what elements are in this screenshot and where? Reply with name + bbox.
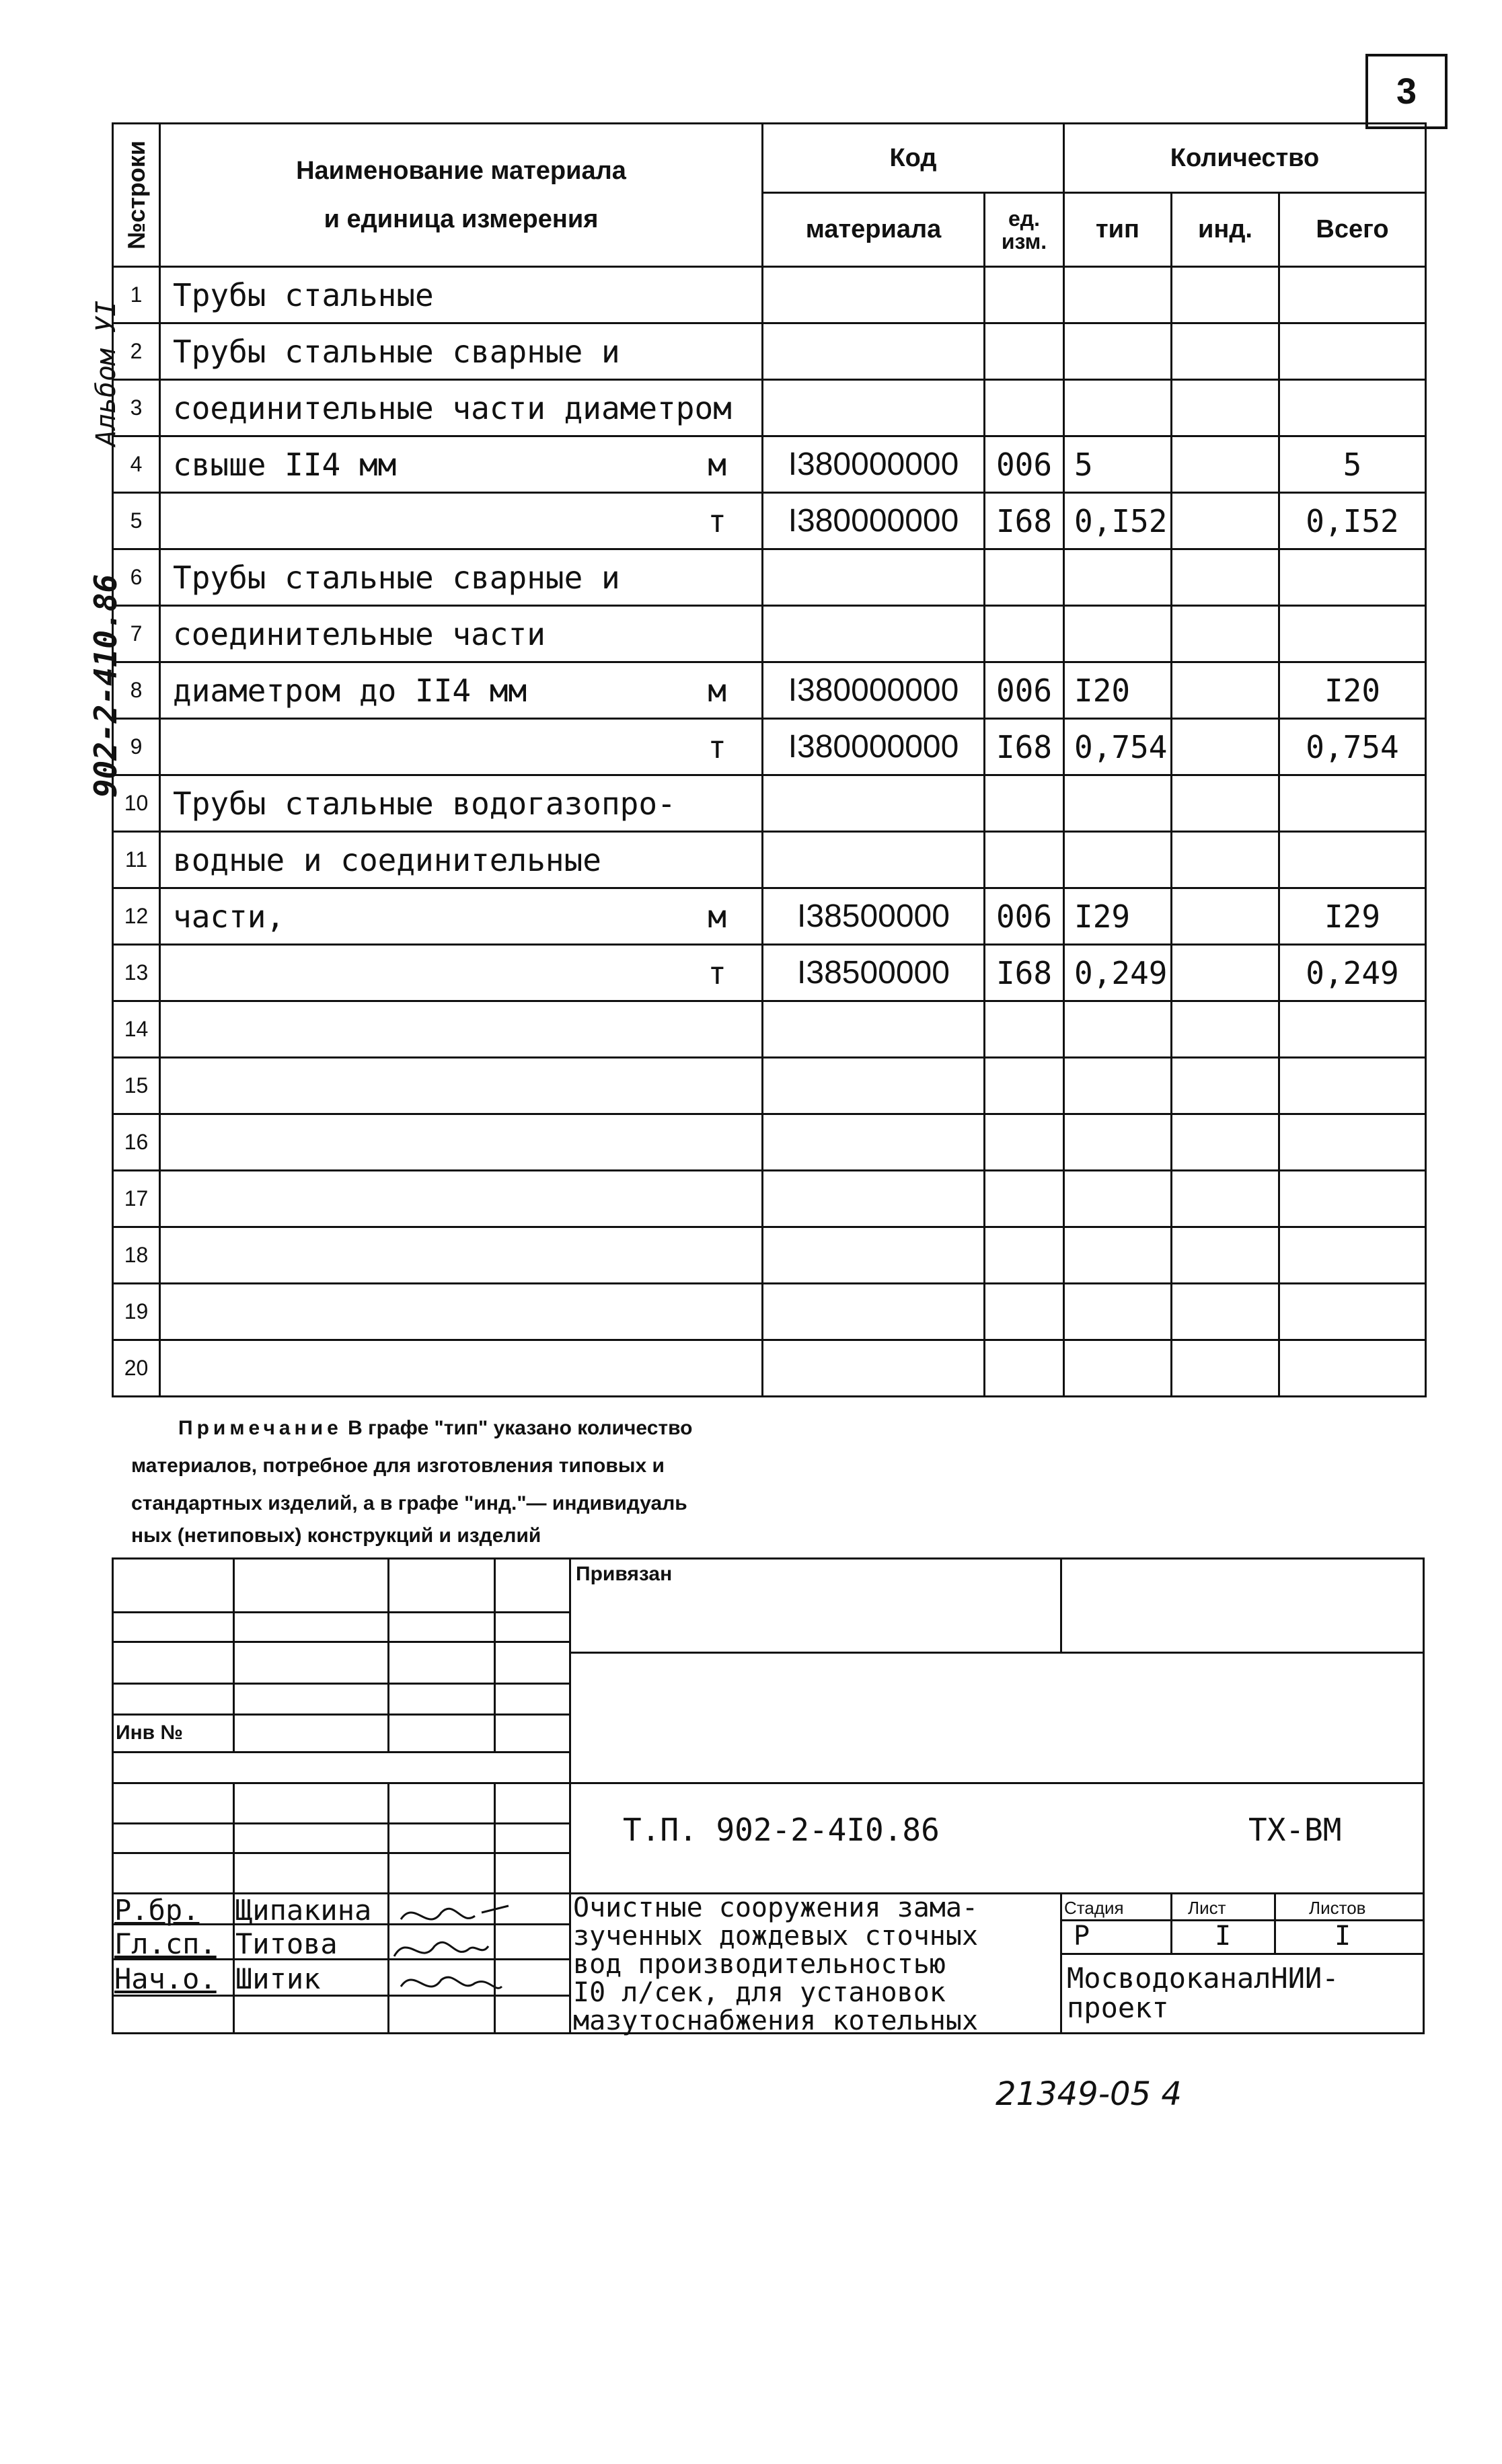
material-name [160, 719, 763, 775]
material-name [160, 1001, 763, 1058]
material-name [160, 1171, 763, 1227]
sheet-label: Лист [1188, 1898, 1226, 1918]
qty-ind [1172, 1058, 1279, 1114]
qty-total [1279, 1001, 1426, 1058]
table-row [113, 549, 1426, 606]
spec-table [112, 122, 1427, 1397]
sheets-label: Листов [1309, 1898, 1366, 1918]
material-name [160, 1114, 763, 1171]
qty-ind [1172, 662, 1279, 719]
header-ind: инд. [1172, 193, 1279, 267]
qty-total: 0,754 [1279, 719, 1426, 775]
header-name: Наименование материала и единица измерения [160, 124, 763, 267]
qty-total [1279, 1171, 1426, 1227]
qty-total [1279, 832, 1426, 888]
table-row [113, 1114, 1426, 1171]
qty-type [1064, 1284, 1172, 1340]
note [131, 1410, 871, 1549]
unit-letter: м [708, 446, 726, 483]
unit-letter: т [708, 954, 726, 991]
header-quantity: Количество [1064, 124, 1426, 193]
table-row [113, 719, 1426, 775]
table-row [113, 945, 1426, 1001]
qty-type [1064, 1340, 1172, 1397]
material-code [763, 1171, 985, 1227]
material-name-text: соединительные части диаметром [173, 389, 732, 426]
qty-ind [1172, 323, 1279, 380]
material-code [763, 549, 985, 606]
qty-type: 0,754 [1064, 719, 1172, 775]
qty-ind [1172, 267, 1279, 323]
qty-type: I20 [1064, 662, 1172, 719]
qty-total [1279, 1340, 1426, 1397]
material-name [160, 1058, 763, 1114]
unit-code: I68 [985, 945, 1064, 1001]
table-row [113, 436, 1426, 493]
qty-total [1279, 1114, 1426, 1171]
row-number: 6 [113, 549, 160, 606]
unit-code [985, 1340, 1064, 1397]
sheet-value: I [1215, 1921, 1232, 1952]
qty-total [1279, 1284, 1426, 1340]
unit-letter: м [708, 898, 726, 935]
table-row [113, 1058, 1426, 1114]
unit-code: I68 [985, 719, 1064, 775]
row-number: 19 [113, 1284, 160, 1340]
material-code [763, 775, 985, 832]
material-name [160, 549, 763, 606]
table-row [113, 267, 1426, 323]
material-code: I380000000 [763, 662, 985, 719]
qty-total: I29 [1279, 888, 1426, 945]
qty-ind [1172, 775, 1279, 832]
material-name-text: водные и соединительные [173, 841, 601, 878]
material-name [160, 1284, 763, 1340]
row-number: 14 [113, 1001, 160, 1058]
qty-type: I29 [1064, 888, 1172, 945]
note-line-4: ных (нетиповых) конструкций и изделий [131, 1525, 541, 1547]
material-name [160, 323, 763, 380]
row-number: 4 [113, 436, 160, 493]
header-type: тип [1064, 193, 1172, 267]
material-name-text: свыше II4 мм [173, 446, 397, 483]
row-number: 2 [113, 323, 160, 380]
album-label: Альбом УІ [91, 300, 122, 447]
qty-total [1279, 267, 1426, 323]
unit-code [985, 267, 1064, 323]
qty-type [1064, 1114, 1172, 1171]
table-row [113, 606, 1426, 662]
material-name [160, 1340, 763, 1397]
table-row [113, 1340, 1426, 1397]
row-number: 16 [113, 1114, 160, 1171]
page-number: 3 [1396, 71, 1417, 112]
qty-type [1064, 549, 1172, 606]
doc-number: Т.П. 902-2-4I0.86 [623, 1812, 940, 1848]
qty-total [1279, 1058, 1426, 1114]
qty-ind [1172, 380, 1279, 436]
row-number: 12 [113, 888, 160, 945]
qty-type: 0,I52 [1064, 493, 1172, 549]
material-name [160, 888, 763, 945]
role-2: Гл.сп. [114, 1927, 217, 1960]
material-name [160, 606, 763, 662]
qty-type: 5 [1064, 436, 1172, 493]
row-number: 18 [113, 1227, 160, 1284]
qty-ind [1172, 1001, 1279, 1058]
row-number: 1 [113, 267, 160, 323]
stage-label: Стадия [1064, 1898, 1124, 1918]
table-row [113, 1227, 1426, 1284]
qty-ind [1172, 1227, 1279, 1284]
unit-letter: м [708, 672, 726, 709]
material-code [763, 323, 985, 380]
role-2-name: Титова [235, 1927, 338, 1960]
qty-type [1064, 323, 1172, 380]
role-1-name: Щипакина [235, 1894, 372, 1927]
table-row [113, 1284, 1426, 1340]
unit-code: 006 [985, 888, 1064, 945]
row-number: 20 [113, 1340, 160, 1397]
unit-code [985, 1058, 1064, 1114]
role-3-name: Шитик [235, 1962, 321, 1995]
table-row [113, 323, 1426, 380]
unit-code: 006 [985, 436, 1064, 493]
title-block [112, 1557, 1425, 2464]
qty-total [1279, 323, 1426, 380]
qty-ind [1172, 1114, 1279, 1171]
material-name-text: Трубы стальные водогазопро- [173, 785, 676, 822]
table-row [113, 1001, 1426, 1058]
material-name-text: Трубы стальные сварные и [173, 559, 620, 596]
unit-code [985, 380, 1064, 436]
header-row-no: №строки [113, 124, 160, 267]
material-code: I38500000 [763, 945, 985, 1001]
qty-ind [1172, 549, 1279, 606]
qty-ind [1172, 888, 1279, 945]
unit-code [985, 1284, 1064, 1340]
material-name-text: Трубы стальные сварные и [173, 333, 620, 370]
header-code: Код [763, 124, 1064, 193]
signatures [387, 1892, 589, 2000]
qty-ind [1172, 606, 1279, 662]
qty-total [1279, 606, 1426, 662]
table-row [113, 775, 1426, 832]
row-number: 10 [113, 775, 160, 832]
material-code [763, 1058, 985, 1114]
row-number: 5 [113, 493, 160, 549]
material-code [763, 1114, 985, 1171]
material-name-text: диаметром до II4 мм [173, 672, 527, 709]
qty-total: 0,I52 [1279, 493, 1426, 549]
material-code [763, 606, 985, 662]
row-number: 9 [113, 719, 160, 775]
note-line-1: В графе "тип" указано количество [348, 1417, 693, 1439]
inv-number-label: Инв № [116, 1722, 183, 1744]
material-code [763, 380, 985, 436]
unit-code: 006 [985, 662, 1064, 719]
material-name [160, 832, 763, 888]
qty-ind [1172, 493, 1279, 549]
qty-type [1064, 775, 1172, 832]
header-unit: ед. изм. [985, 193, 1064, 267]
material-name [160, 1227, 763, 1284]
material-code [763, 267, 985, 323]
material-code: I380000000 [763, 436, 985, 493]
unit-letter: т [708, 728, 726, 765]
material-code: I38500000 [763, 888, 985, 945]
table-row [113, 832, 1426, 888]
table-row [113, 1171, 1426, 1227]
organization: МосводоканалНИИ- проект [1067, 1962, 1339, 2024]
side-doc-code: 902-2-410.86 [87, 574, 124, 798]
qty-type [1064, 606, 1172, 662]
qty-total: 5 [1279, 436, 1426, 493]
qty-total [1279, 380, 1426, 436]
header-total: Всего [1279, 193, 1426, 267]
unit-code [985, 323, 1064, 380]
material-code: I380000000 [763, 493, 985, 549]
row-number: 8 [113, 662, 160, 719]
qty-type [1064, 1058, 1172, 1114]
qty-total [1279, 1227, 1426, 1284]
unit-code [985, 606, 1064, 662]
role-1: Р.бр. [114, 1894, 200, 1927]
material-code [763, 1001, 985, 1058]
material-name-text: соединительные части [173, 615, 546, 652]
qty-type [1064, 1227, 1172, 1284]
material-name [160, 493, 763, 549]
table-row [113, 380, 1426, 436]
unit-code: I68 [985, 493, 1064, 549]
qty-total [1279, 775, 1426, 832]
stage-value: Р [1074, 1921, 1090, 1952]
row-number: 15 [113, 1058, 160, 1114]
header-material: материала [763, 193, 985, 267]
sheets-value: I [1335, 1921, 1351, 1952]
row-number: 11 [113, 832, 160, 888]
page-number-box [1365, 54, 1448, 129]
qty-type [1064, 1171, 1172, 1227]
qty-ind [1172, 945, 1279, 1001]
qty-type [1064, 832, 1172, 888]
project-description: Очистные сооружения зама- зученных дождевых сточных вод производительностью I0 л/сек, для установок мазутоснабжения котельных [573, 1892, 979, 2036]
privyazan-label: Привязан [576, 1563, 673, 1585]
material-name [160, 267, 763, 323]
qty-ind [1172, 1284, 1279, 1340]
row-number: 17 [113, 1171, 160, 1227]
qty-type: 0,249 [1064, 945, 1172, 1001]
material-code [763, 1227, 985, 1284]
doc-mark: ТХ-ВМ [1248, 1812, 1342, 1848]
table-row [113, 662, 1426, 719]
qty-ind [1172, 719, 1279, 775]
qty-type [1064, 267, 1172, 323]
material-name [160, 380, 763, 436]
material-code [763, 1340, 985, 1397]
qty-type [1064, 1001, 1172, 1058]
material-code [763, 1284, 985, 1340]
footer-number: 21349-05 4 [996, 2075, 1182, 2113]
table-row [113, 493, 1426, 549]
note-label: Примечание [178, 1417, 342, 1439]
unit-code [985, 1227, 1064, 1284]
qty-ind [1172, 436, 1279, 493]
material-name [160, 662, 763, 719]
note-line-2: материалов, потребное для изготовления типовых и [131, 1455, 665, 1477]
qty-total [1279, 549, 1426, 606]
qty-ind [1172, 1340, 1279, 1397]
material-name-text: Трубы стальные [173, 276, 434, 313]
material-name [160, 775, 763, 832]
material-name-text: части, [173, 898, 285, 935]
qty-type [1064, 380, 1172, 436]
unit-code [985, 1171, 1064, 1227]
material-code: I380000000 [763, 719, 985, 775]
unit-code [985, 832, 1064, 888]
unit-code [985, 775, 1064, 832]
qty-total: 0,249 [1279, 945, 1426, 1001]
role-3: Нач.о. [114, 1962, 217, 1995]
qty-ind [1172, 832, 1279, 888]
row-number: 13 [113, 945, 160, 1001]
material-code [763, 832, 985, 888]
unit-code [985, 1114, 1064, 1171]
note-line-3: стандартных изделий, а в графе "инд."— индивидуаль [131, 1492, 687, 1514]
qty-total: I20 [1279, 662, 1426, 719]
material-name [160, 436, 763, 493]
row-number: 7 [113, 606, 160, 662]
row-number: 3 [113, 380, 160, 436]
unit-letter: т [708, 502, 726, 539]
unit-code [985, 1001, 1064, 1058]
material-name [160, 945, 763, 1001]
unit-code [985, 549, 1064, 606]
table-row [113, 888, 1426, 945]
qty-ind [1172, 1171, 1279, 1227]
